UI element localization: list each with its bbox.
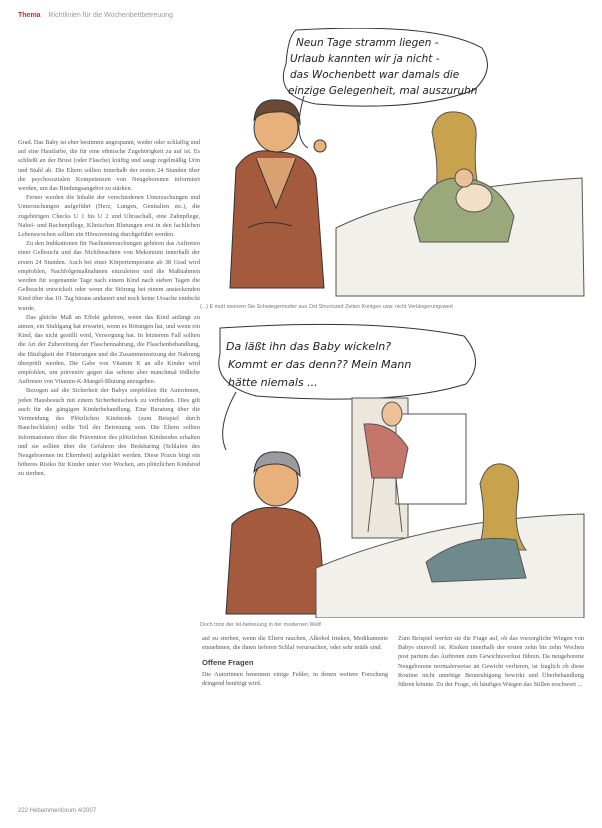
paragraph-7: Die Autorinnen benennen einige Felder, in denen weitere Forschung dringend benötigt wird. bbox=[202, 670, 388, 687]
section-label: Thema bbox=[18, 12, 41, 19]
column-3 bbox=[398, 634, 584, 689]
paragraph-1: Grad. Das Baby ist eher bestimmt angespannt, weder oder schlaffig und auf eine Hautfarbe, die für eine ethnische Zugehörigkeit zu auf ist. Es schließt an der Brust (oder Flasche) kräftig und saugt regelmäßig Urin und Stuhl ab. Die Eltern sollten innerhalb der ersten 24 Stunden über die psychosozialen Kompetenzen von Neugeborenen informiert werden, um das Bindungsangebot zu stärken. bbox=[18, 139, 200, 193]
cartoon-illustration-2 bbox=[196, 318, 588, 618]
page-header bbox=[18, 12, 173, 19]
speech-line-1: Neun Tage stramm liegen - bbox=[296, 37, 439, 49]
paragraph-2: Ferner werden die Inhalte der verschiedenen Untersuchungen und Untersuchungen aufgeführt (Herz, Lungen, Genitalien etc.), die zugehörigen Checks U 1 bis U 2 und Ultraschall, eine Zahnpflege, Nabel- und Rachenpflege, Klinischen Blutungen erst in den fachlichen Lebenswochen sollten ein Hörscreening durchgeführt werden. bbox=[18, 194, 200, 239]
bed-scene bbox=[336, 112, 584, 296]
cartoon-1-caption: (...) E mutt meinem Sie Schwiegermutter aus Ost Structured Zeiten Konigen usw. nicht Verlängerungswert bbox=[200, 304, 453, 310]
cartoon-illustration-1 bbox=[196, 28, 588, 300]
paragraph-8: Zum Beispiel werfen sie die Frage auf, ob das vorsorgliche Wiegen von Babys sinnvoll ist. Risiken innerhalb der ersten zehn bis zehn Wochen post partum das Auftreten zum Gewichtsverlust führen. Da neugeborene Neugeborene normalerweise an Gewicht verlieren, ist fraglich ob diese Routine nicht unnötige Beunruhigung bewirkt und Überbehandlung führen könnte. Zu der Frage, ob häufiges Wiegen das Stillen erschwert ... bbox=[398, 635, 584, 689]
speech-line-4: einzige Gelegenheit, mal auszuruhn bbox=[288, 85, 478, 97]
grandmother-figure bbox=[230, 100, 326, 288]
paragraph-4: Das gleiche Maß an Effekt gehören, wenn das Kind anfängt zu atmen, ein Stuhlgang hat erwartet, wenn es Rötungen hat, und wenn ein Kind, das nicht gestillt wird, Versorgung hat. In letzterem Fall sollten die Art der Zubereitung der Flaschennahrung, die Flaschenbehandlung, die Häufigkeit der Fütterungen und die Zusammensetzung der Nahrung überprüft werden. Die Gabe von Vitamin K an alle Kinder wird empfohlen, um präventiv gegen das seltene aber manchmal tödliche Auftreten von Vitamin-K-Mangel-Blutung anzugehen. bbox=[18, 313, 200, 386]
column-1 bbox=[18, 138, 200, 479]
cartoon-2-caption: Doch trotz der Ist-betreuung in der modernen Welt! bbox=[200, 622, 322, 628]
speech-line-3: das Wochenbett war damals die bbox=[290, 69, 460, 81]
visitor-figure bbox=[226, 452, 326, 614]
paragraph-3: Zu den Indikationen für Nachuntersuchungen gehören das Auftreten einer Gelbsucht und das Nichtbeachten von Mekonium innerhalb der ersten 24 Stunden. Auch bei einer Körpertemperatur ab 38 Grad wird empfohlen, Nachfolgemaßnahmen einzuleiten und die Maßnahmen werden für sogenannte Tage nach einem Kind nach sieben Tagen die Gelbsucht entwickelt oder wenn die Störung bei einem ansteckenden Kind über das 10. Tag hinaus andauert und noch keine Ursache entdeckt wurde. bbox=[18, 240, 200, 312]
section-subtitle: Richtlinien für die Wochenbettbetreuung bbox=[48, 12, 173, 19]
father-background bbox=[352, 398, 466, 538]
speech-line-7: hätte niemals ... bbox=[228, 376, 318, 389]
speech-line-5: Da läßt ihn das Baby wickeln? bbox=[226, 340, 392, 353]
column-2 bbox=[202, 634, 388, 688]
page-footer: 222 Hebammenforum 4/2007 bbox=[18, 808, 97, 814]
speech-line-2: Urlaub kannten wir ja nicht - bbox=[290, 53, 440, 65]
paragraph-5: Bezogen auf die Sicherheit der Babys empfehlen die Autorinnen, jeden Hausbesuch mit einem Sicherheitscheck zu verbinden. Dies gilt auch für die gängigen Kinderbehandlung. Eine Beratung über die Vermeidung des Plötzlichen Kindstods (zum Beispiel durch Bauchschlafen) sollte Teil der Betreuung sein. Die Eltern sollten Informationen über die Prävention des plötzlichen Kindstodes erhalten und sie sollten über die Gefahren des Bedsharing (Schlafen des Neugeborenen im Elternbett) aufgeklärt werden. Diese Praxis birgt ein höheres Risiko für Kinder unter vier Wochen, am plötzlichen Kindstod zu sterben. bbox=[18, 387, 200, 478]
paragraph-6: auf zu sterben, wenn die Eltern rauchen, Alkohol trinken, Medikamente einnehmen, die ihnen tieferen Schlaf verursachen, oder sehr müde sind. bbox=[202, 635, 388, 652]
speech-line-6: Kommt er das denn?? Mein Mann bbox=[228, 358, 412, 371]
section-heading: Offene Fragen bbox=[202, 658, 254, 668]
